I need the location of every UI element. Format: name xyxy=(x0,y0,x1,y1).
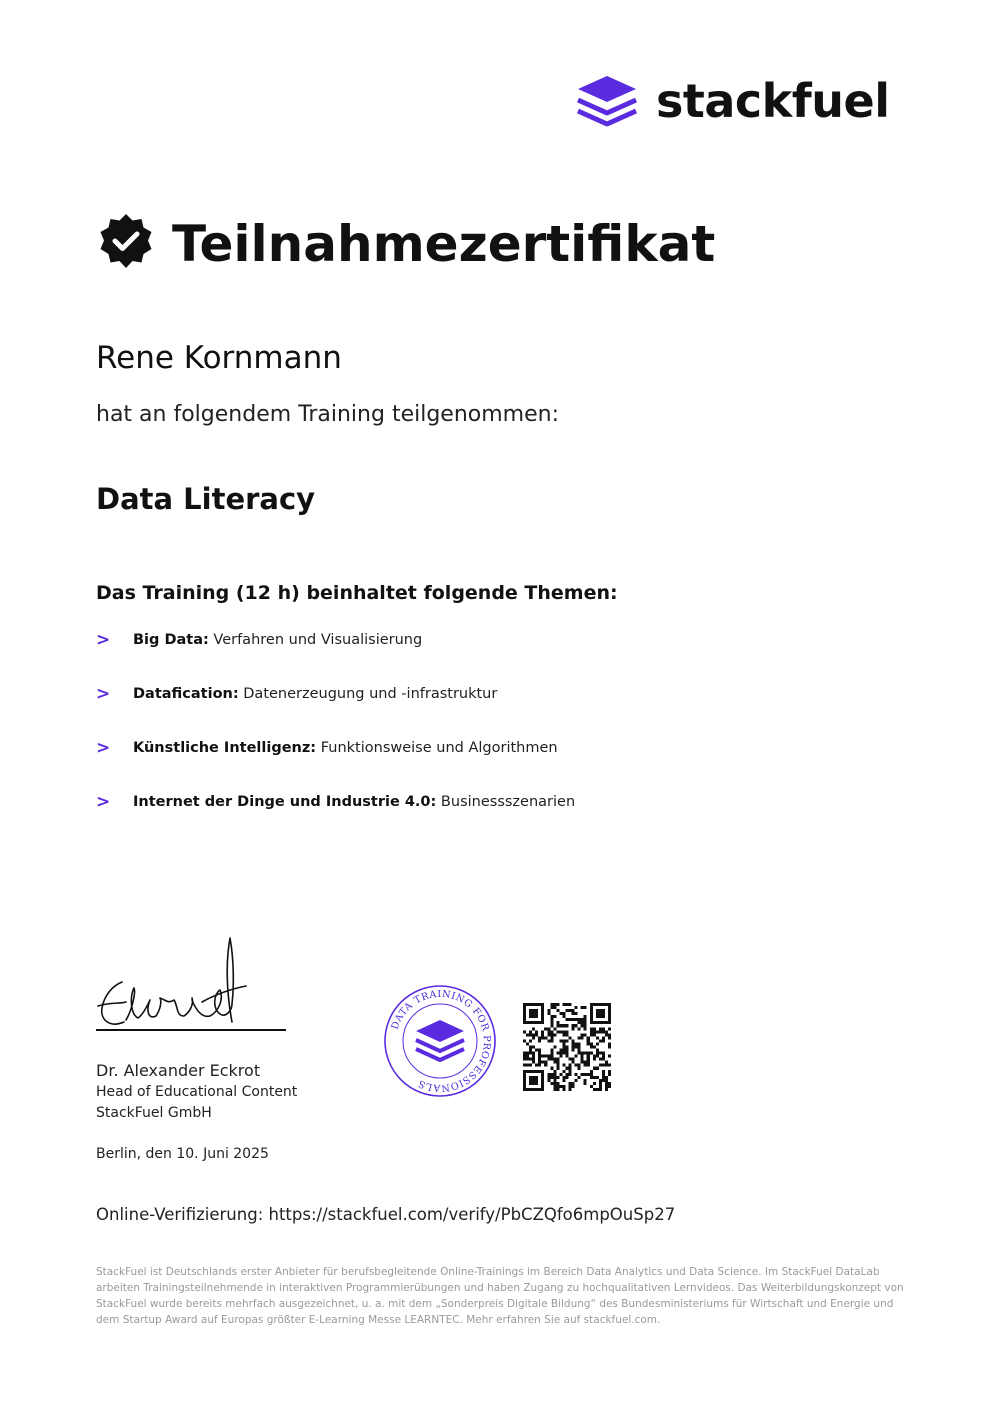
list-item xyxy=(96,624,896,678)
stacked-layers-icon xyxy=(574,72,640,130)
topic-description: Businessszenarien xyxy=(436,794,576,810)
training-seal xyxy=(383,984,497,1098)
handwritten-signature xyxy=(96,930,288,1034)
verification-link[interactable]: Online-Verifizierung: https://stackfuel.com/verify/PbCZQfo6mpOuSp27 xyxy=(96,1205,676,1224)
footer-disclaimer: StackFuel ist Deutschlands erster Anbieter für berufsbegleitende Online-Trainings im Bereich Data Analytics und Data Science. Im StackFuel DataLab arbeiten Trainingsteilnehmende in interaktiven Programmierübungen und haben Zugang zu hochqualitativen Lernvideos. Das Weiterbildungskonzept von StackFuel wurde bereits mehrfach ausgezeichnet, u. a. mit dem „Sonderpreis Digitale Bildung“ des Bundesministeriums für Wirtschaft und Energie und dem Startup Award auf Europas größter E-Learning Messe LEARNTEC. Mehr erfahren Sie auf stackfuel.com. xyxy=(96,1266,904,1326)
course-name: Data Literacy xyxy=(96,482,325,516)
topic-text xyxy=(133,632,422,648)
signer-company: StackFuel GmbH xyxy=(96,1105,212,1121)
topics-heading: Das Training (12 h) beinhaltet folgende Themen: xyxy=(96,582,618,604)
seal-text: DATA TRAINING FOR PROFESSIONALS xyxy=(389,988,493,1094)
topic-description: Funktionsweise und Algorithmen xyxy=(316,740,558,756)
signature-line xyxy=(96,1029,286,1031)
chevron-right-icon: > xyxy=(96,630,111,650)
signer-role: Head of Educational Content xyxy=(96,1084,298,1100)
list-item xyxy=(96,732,896,786)
topic-term: Internet der Dinge und Industrie 4.0: xyxy=(133,794,437,810)
chevron-right-icon: > xyxy=(96,792,111,812)
topic-term: Künstliche Intelligenz: xyxy=(133,740,317,756)
chevron-right-icon: > xyxy=(96,738,111,758)
certificate-title: Teilnahmezertifikat xyxy=(172,215,716,273)
topic-text xyxy=(133,794,575,810)
topic-term: Datafication: xyxy=(133,686,239,702)
list-item xyxy=(96,678,896,732)
chevron-right-icon: > xyxy=(96,684,111,704)
course-block xyxy=(96,482,325,516)
topic-text xyxy=(133,686,497,702)
place-and-date: Berlin, den 10. Juni 2025 xyxy=(96,1146,269,1162)
list-item xyxy=(96,786,896,840)
recipient-name: Rene Kornmann xyxy=(96,340,342,376)
verified-badge-icon xyxy=(96,212,156,272)
brand-logo xyxy=(574,72,890,130)
topic-text xyxy=(133,740,558,756)
topics-list xyxy=(96,624,896,840)
topic-description: Verfahren und Visualisierung xyxy=(208,632,423,648)
qr-code-icon xyxy=(523,1003,611,1091)
topic-term: Big Data: xyxy=(133,632,209,648)
stacked-layers-icon xyxy=(416,1020,464,1060)
brand-name: stackfuel xyxy=(656,74,890,128)
participation-statement: hat an folgendem Training teilgenommen: xyxy=(96,402,559,427)
certificate-title-row xyxy=(96,212,715,272)
topic-description: Datenerzeugung und -infrastruktur xyxy=(238,686,498,702)
signer-name: Dr. Alexander Eckrot xyxy=(96,1061,261,1080)
